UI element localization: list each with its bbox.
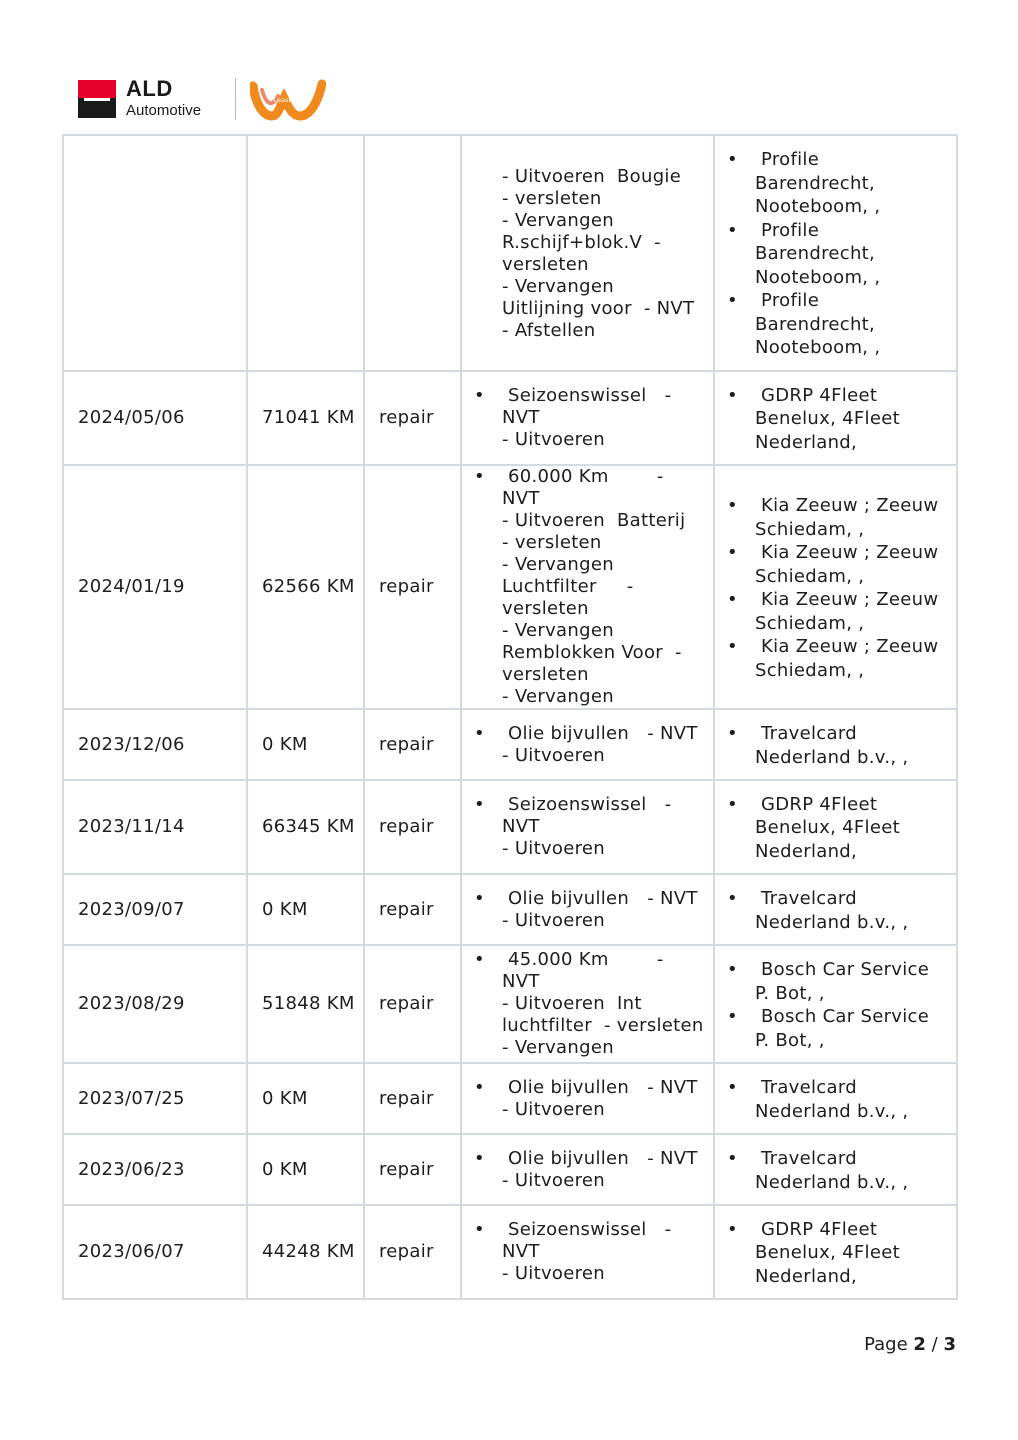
bullet-icon: • (727, 542, 738, 563)
date-cell: 2023/07/25 (63, 1063, 247, 1134)
workshop-item (727, 1218, 948, 1289)
bullet-icon: • (727, 384, 738, 406)
date-cell: 2023/12/06 (63, 709, 247, 780)
description-first-line: Seizoenswissel - (508, 385, 672, 406)
header-logos (78, 76, 338, 122)
date-cell: 2023/08/29 (63, 945, 247, 1063)
description-cell (461, 780, 714, 874)
bullet-icon: • (727, 290, 738, 312)
workshop-item (727, 219, 948, 290)
bullet-icon: • (474, 887, 485, 909)
table-row (63, 780, 957, 874)
workshop-item (727, 1147, 948, 1194)
bullet-icon: • (727, 959, 738, 980)
workshop-cell (714, 1205, 957, 1299)
description-first-line: 45.000 Km - (508, 949, 664, 970)
maintenance-history-table (62, 134, 958, 1300)
date-cell: 2024/01/19 (63, 465, 247, 709)
workshop-item (727, 887, 948, 934)
table-row (63, 465, 957, 709)
workshop-name: Travelcard Nederland b.v., , (755, 723, 909, 768)
workshop-cell (714, 1134, 957, 1205)
workshop-cell (714, 465, 957, 709)
description-text: NVT - Uitvoeren (502, 1241, 605, 1284)
km-cell: 0 KM (247, 1134, 364, 1205)
workshop-item (727, 1005, 948, 1052)
workshop-name: GDRP 4Fleet Benelux, 4Fleet Nederland, (755, 1218, 900, 1287)
leaseplan-label: LeasePlan (273, 96, 307, 104)
bullet-icon: • (474, 1147, 485, 1169)
date-cell: 2023/06/23 (63, 1134, 247, 1205)
workshop-name: Kia Zeeuw ; Zeeuw Schiedam, , (755, 636, 939, 681)
description-text: - Uitvoeren (502, 1098, 605, 1120)
ald-brand: ALD (126, 76, 173, 101)
type-cell: repair (364, 1063, 461, 1134)
description-first-line: Olie bijvullen - NVT (508, 722, 698, 744)
km-cell: 0 KM (247, 709, 364, 780)
km-cell: 0 KM (247, 1063, 364, 1134)
description-cell (461, 1063, 714, 1134)
type-cell: repair (364, 1205, 461, 1299)
workshop-cell (714, 135, 957, 371)
description-text: NVT - Uitvoeren (502, 407, 605, 450)
table-row (63, 1134, 957, 1205)
workshop-item (727, 958, 948, 1005)
table-row (63, 371, 957, 465)
km-cell: 0 KM (247, 874, 364, 945)
bullet-icon: • (727, 149, 738, 171)
ald-sub: Automotive (126, 102, 202, 119)
km-cell: 66345 KM (247, 780, 364, 874)
workshop-name: Kia Zeeuw ; Zeeuw Schiedam, , (755, 589, 939, 634)
workshop-name: Travelcard Nederland b.v., , (755, 1148, 909, 1193)
workshop-cell (714, 709, 957, 780)
description-cell (461, 874, 714, 945)
workshop-item (727, 541, 948, 588)
workshop-item (727, 722, 948, 769)
workshop-item (727, 793, 948, 864)
description-text: NVT - Uitvoeren Batterij - versleten - Vervangen Luchtfilter - versleten - Vervangen Remblokken Voor - versleten - Vervangen (502, 488, 686, 707)
workshop-name: GDRP 4Fleet Benelux, 4Fleet Nederland, (755, 793, 900, 862)
description-cell (461, 465, 714, 709)
bullet-icon: • (727, 636, 738, 657)
type-cell: repair (364, 465, 461, 709)
table-row (63, 945, 957, 1063)
bullet-icon: • (727, 888, 738, 909)
description-first-line: Olie bijvullen - NVT (508, 1147, 698, 1169)
description-cell (461, 709, 714, 780)
description-cell (461, 371, 714, 465)
table-row (63, 1205, 957, 1299)
ald-logo-text (126, 76, 201, 120)
date-cell: 2023/11/14 (63, 780, 247, 874)
km-cell: 71041 KM (247, 371, 364, 465)
description-cell (461, 1134, 714, 1205)
bullet-icon: • (474, 385, 485, 406)
workshop-name: Bosch Car Service P. Bot, , (755, 959, 930, 1004)
date-cell: 2023/06/07 (63, 1205, 247, 1299)
workshop-item (727, 635, 948, 682)
km-cell: 44248 KM (247, 1205, 364, 1299)
bullet-icon: • (474, 1076, 485, 1098)
table-row (63, 709, 957, 780)
table-row (63, 874, 957, 945)
type-cell: repair (364, 1134, 461, 1205)
workshop-name: Kia Zeeuw ; Zeeuw Schiedam, , (755, 542, 939, 587)
workshop-name: Travelcard Nederland b.v., , (755, 1077, 909, 1122)
workshop-item (727, 289, 948, 360)
page-number: Page 2 / 3 (864, 1334, 956, 1355)
description-text: NVT - Uitvoeren Int luchtfilter - versleten - Vervangen (502, 971, 704, 1058)
leaseplan-logo-icon (250, 76, 326, 122)
workshop-cell (714, 780, 957, 874)
date-cell (63, 135, 247, 371)
bullet-icon: • (727, 723, 738, 744)
workshop-name: Profile Barendrecht, Nooteboom, , (755, 290, 881, 359)
workshop-item (727, 494, 948, 541)
bullet-icon: • (727, 1077, 738, 1098)
description-first-line: Olie bijvullen - NVT (508, 887, 698, 909)
km-cell: 62566 KM (247, 465, 364, 709)
bullet-icon: • (727, 1218, 738, 1240)
workshop-name: Profile Barendrecht, Nooteboom, , (755, 219, 881, 288)
bullet-icon: • (474, 949, 485, 970)
workshop-name: Kia Zeeuw ; Zeeuw Schiedam, , (755, 495, 939, 540)
workshop-cell (714, 371, 957, 465)
workshop-item (727, 384, 948, 455)
description-text: - Uitvoeren (502, 909, 605, 931)
description-text: - Uitvoeren Bougie - versleten - Vervangen R.schijf+blok.V - versleten - Vervangen Uitlijning voor - NVT - Afstellen (502, 166, 695, 341)
table-row (63, 1063, 957, 1134)
bullet-icon: • (727, 495, 738, 516)
workshop-name: Profile Barendrecht, Nooteboom, , (755, 149, 881, 218)
workshop-cell (714, 874, 957, 945)
bullet-icon: • (474, 466, 485, 487)
description-cell (461, 1205, 714, 1299)
type-cell: repair (364, 371, 461, 465)
workshop-name: GDRP 4Fleet Benelux, 4Fleet Nederland, (755, 384, 900, 453)
type-cell: repair (364, 874, 461, 945)
type-cell: repair (364, 709, 461, 780)
logo-divider (235, 78, 236, 120)
workshop-item (727, 588, 948, 635)
bullet-icon: • (474, 1219, 485, 1240)
description-text: - Uitvoeren (502, 744, 605, 766)
type-cell: repair (364, 780, 461, 874)
description-text: NVT - Uitvoeren (502, 816, 605, 859)
description-cell (461, 945, 714, 1063)
description-first-line: Olie bijvullen - NVT (508, 1076, 698, 1098)
workshop-item (727, 148, 948, 219)
bullet-icon: • (474, 722, 485, 744)
bullet-icon: • (727, 589, 738, 610)
description-cell (461, 135, 714, 371)
description-first-line: Seizoenswissel - (508, 794, 672, 815)
ald-logo-mark (78, 80, 116, 118)
workshop-name: Travelcard Nederland b.v., , (755, 888, 909, 933)
type-cell (364, 135, 461, 371)
type-cell: repair (364, 945, 461, 1063)
workshop-cell (714, 1063, 957, 1134)
km-cell: 51848 KM (247, 945, 364, 1063)
workshop-cell (714, 945, 957, 1063)
description-first-line: Seizoenswissel - (508, 1219, 672, 1240)
workshop-name: Bosch Car Service P. Bot, , (755, 1006, 930, 1051)
date-cell: 2024/05/06 (63, 371, 247, 465)
bullet-icon: • (727, 1006, 738, 1027)
bullet-icon: • (727, 1148, 738, 1169)
table-row (63, 135, 957, 371)
description-text: - Uitvoeren (502, 1169, 605, 1191)
date-cell: 2023/09/07 (63, 874, 247, 945)
bullet-icon: • (727, 793, 738, 815)
bullet-icon: • (727, 219, 738, 241)
km-cell (247, 135, 364, 371)
bullet-icon: • (474, 794, 485, 815)
description-first-line: 60.000 Km - (508, 466, 664, 487)
workshop-item (727, 1076, 948, 1123)
